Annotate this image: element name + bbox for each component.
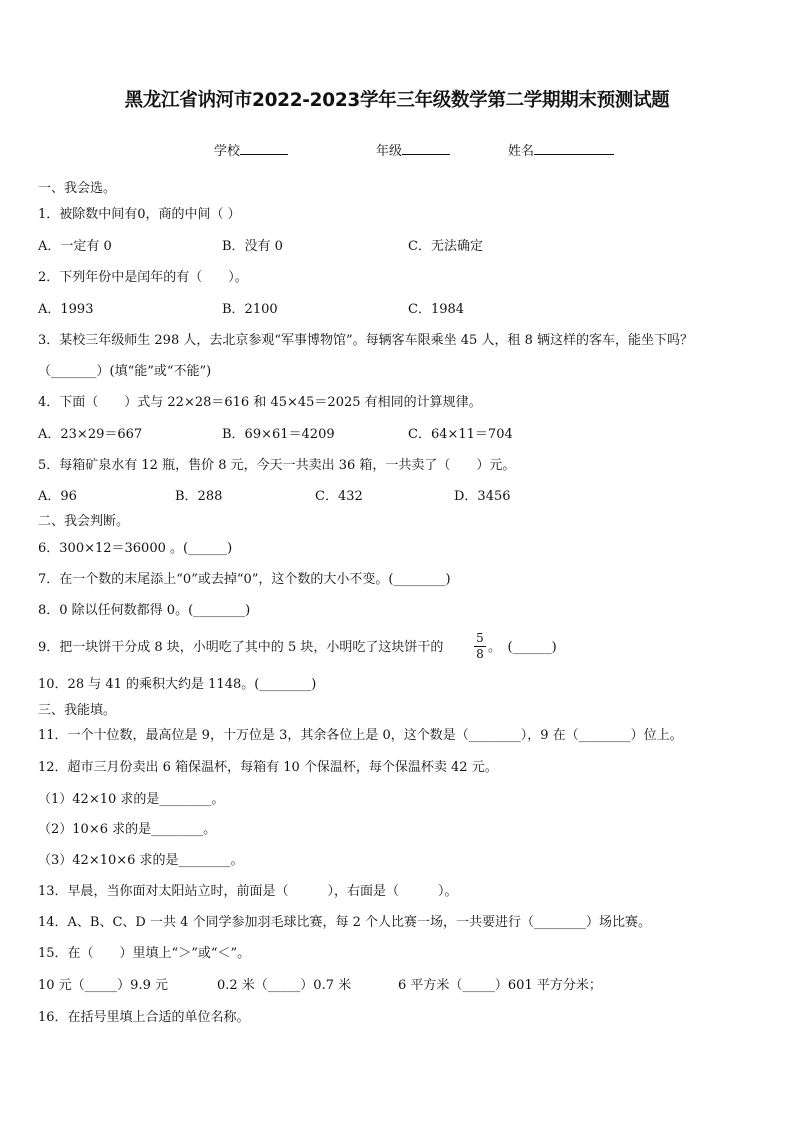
question-14: 14．A、B、C、D 一共 4 个同学参加羽毛球比赛，每 2 个人比赛一场，一共要进行（________）场比赛。 bbox=[38, 915, 652, 930]
school-field bbox=[214, 140, 288, 159]
q5-option-c[interactable]: C．432 bbox=[315, 489, 363, 504]
q15-comparison-3: 6 平方米（_____）601 平方分米； bbox=[398, 978, 602, 993]
q1-option-a[interactable]: A．一定有 0 bbox=[38, 239, 112, 254]
question-11: 11．一个十位数，最高位是 9，十万位是 3，其余各位上是 0，这个数是（________），9 在（________）位上。 bbox=[38, 728, 683, 743]
question-15: 15．在（ ）里填上“＞”或“＜”。 bbox=[38, 946, 251, 961]
school-label: 学校 bbox=[214, 144, 241, 159]
q5-option-b[interactable]: B．288 bbox=[175, 489, 223, 504]
name-field bbox=[508, 140, 614, 159]
grade-field bbox=[376, 140, 450, 159]
question-9: 9．把一块饼干分成 8 块，小明吃了其中的 5 块，小明吃了这块饼干的 bbox=[38, 640, 444, 655]
question-2: 2．下列年份中是闰年的有（ ）。 bbox=[38, 270, 248, 285]
question-7: 7．在一个数的末尾添上“0”或去掉“0”，这个数的大小不变。(________) bbox=[38, 572, 451, 587]
question-10: 10．28 与 41 的乘积大约是 1148。(________) bbox=[38, 677, 317, 692]
question-12-part-3: （3）42×10×6 求的是________。 bbox=[38, 853, 244, 868]
grade-label: 年级 bbox=[376, 144, 403, 159]
exam-title: 黑龙江省讷河市2022-2023学年三年级数学第二学期期末预测试题 bbox=[124, 90, 670, 111]
grade-blank[interactable] bbox=[402, 141, 450, 155]
question-6: 6．300×12＝36000 。(______) bbox=[38, 541, 233, 556]
question-3-answer: （_______）(填“能”或“不能”) bbox=[38, 364, 212, 379]
question-13: 13．早晨，当你面对太阳站立时，前面是（ ），右面是（ ）。 bbox=[38, 884, 458, 899]
question-4: 4．下面（ ）式与 22×28＝616 和 45×45＝2025 有相同的计算规律。 bbox=[38, 395, 482, 410]
q1-option-c[interactable]: C．无法确定 bbox=[408, 239, 483, 254]
question-12: 12．超市三月份卖出 6 箱保温杯，每箱有 10 个保温杯，每个保温杯卖 42 元。 bbox=[38, 760, 498, 775]
name-blank[interactable] bbox=[534, 141, 614, 155]
question-8: 8．0 除以任何数都得 0。(________) bbox=[38, 603, 251, 618]
question-16: 16．在括号里填上合适的单位名称。 bbox=[38, 1010, 250, 1025]
q15-comparison-1: 10 元（_____）9.9 元 bbox=[38, 978, 168, 993]
q4-option-a[interactable]: A．23×29＝667 bbox=[38, 427, 143, 442]
question-1: 1．被除数中间有0，商的中间（ ） bbox=[38, 207, 241, 222]
question-12-part-2: （2）10×6 求的是________。 bbox=[38, 822, 217, 837]
q2-option-c[interactable]: C．1984 bbox=[408, 302, 465, 317]
q15-comparison-2: 0.2 米（_____）0.7 米 bbox=[217, 978, 352, 993]
q2-option-a[interactable]: A．1993 bbox=[38, 302, 94, 317]
q4-option-b[interactable]: B．69×61＝4209 bbox=[222, 427, 335, 442]
q2-option-b[interactable]: B．2100 bbox=[222, 302, 278, 317]
school-blank[interactable] bbox=[240, 141, 288, 155]
section-heading: 三、我能填。 bbox=[38, 703, 117, 718]
q4-option-c[interactable]: C．64×11＝704 bbox=[408, 427, 513, 442]
q1-option-b[interactable]: B．没有 0 bbox=[222, 239, 283, 254]
name-label: 姓名 bbox=[508, 144, 535, 159]
fraction-numerator: 5 bbox=[476, 631, 484, 645]
fraction-denominator: 8 bbox=[476, 647, 484, 661]
question-3: 3．某校三年级师生 298 人，去北京参观“军事博物馆”。每辆客车限乘坐 45 人，租 8 辆这样的客车，能坐下吗？ bbox=[38, 333, 693, 348]
fraction-five-eighths bbox=[474, 632, 486, 661]
q5-option-d[interactable]: D．3456 bbox=[454, 489, 511, 504]
question-5: 5．每箱矿泉水有 12 瓶，售价 8 元，今天一共卖出 36 箱，一共卖了（ ）元。 bbox=[38, 458, 516, 473]
question-12-part-1: （1）42×10 求的是________。 bbox=[38, 792, 225, 807]
q5-option-a[interactable]: A．96 bbox=[38, 489, 77, 504]
question-9-answer: 。 (______) bbox=[488, 640, 557, 655]
section-heading: 二、我会判断。 bbox=[38, 514, 130, 529]
section-heading: 一、我会选。 bbox=[38, 181, 117, 196]
